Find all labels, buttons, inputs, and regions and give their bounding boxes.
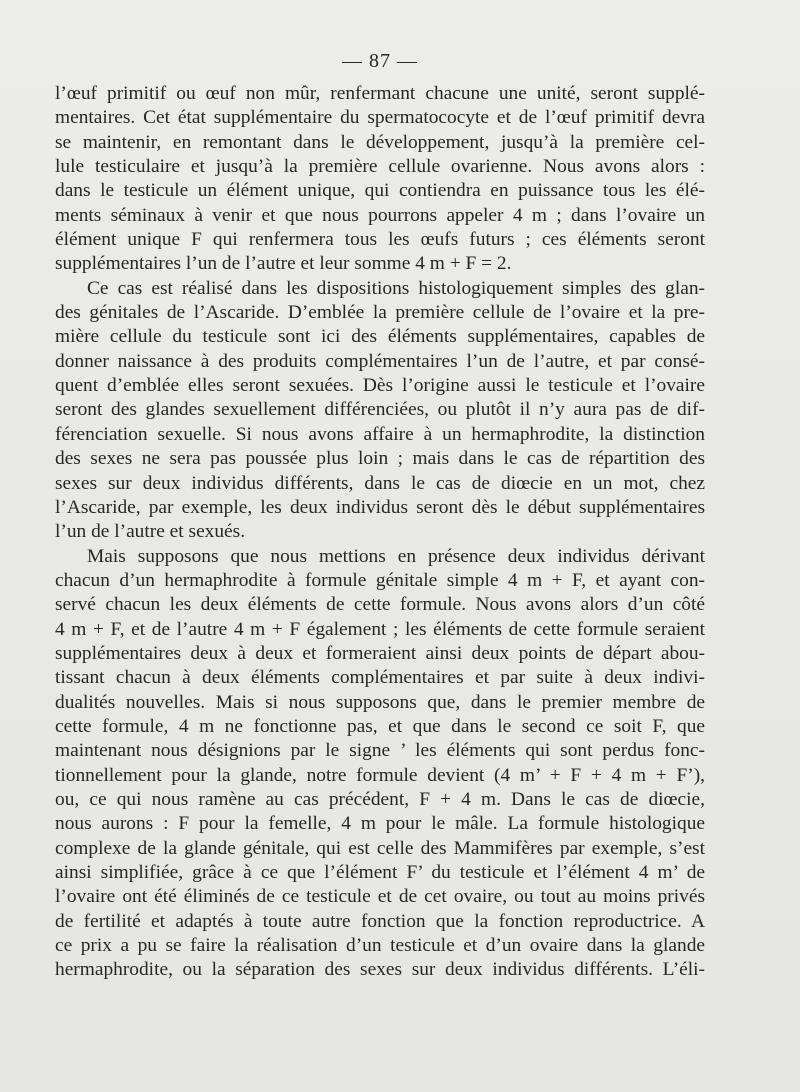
text-line: ou, ce qui nous ramène au cas précédent, F + 4 m. Dans le cas de diœcie, [55,788,705,810]
text-line: sexes sur deux individus différents, dans le cas de diœcie en un mot, chez [55,472,705,494]
text-line: tissant chacun à deux éléments complémentaires et par suite à deux indivi- [55,667,705,689]
body-text [55,82,705,983]
text-line: Ce cas est réalisé dans les dispositions histologiquement simples des glan- [87,277,705,299]
text-line: ce prix a pu se faire la réalisation d’un testicule et d’un ovaire dans la glande [55,935,705,957]
text-line: nous aurons : F pour la femelle, 4 m pour le mâle. La formule histologique [55,813,705,835]
text-line: servé chacun les deux éléments de cette formule. Nous avons alors d’un côté [55,594,705,616]
text-line: cette formule, 4 m ne fonctionne pas, et que dans le second ce soit F, que [55,715,705,737]
text-line: tionnellement pour la glande, notre formule devient (4 m’ + F + 4 m + F’), [55,764,705,786]
text-line: des sexes ne sera pas poussée plus loin ; mais dans le cas de répartition des [55,448,705,470]
text-line: ainsi simplifiée, grâce à ce que l’élément F’ du testicule et l’élément 4 m’ de [55,862,705,883]
page-number: — 87 — [342,50,418,72]
text-line: mentaires. Cet état supplémentaire du spermatococyte et de l’œuf primitif devra [55,107,705,129]
text-line: l’un de l’autre et sexués. [55,521,246,543]
text-line: 4 m + F, et de l’autre 4 m + F également ; les éléments de cette formule seraient [55,618,705,640]
text-line: mière cellule du testicule sont ici des éléments supplémentaires, capables de [55,326,705,348]
text-line: l’Ascaride, par exemple, les deux individus seront dès le début supplémentaires [55,496,705,518]
text-line: l’œuf primitif ou œuf non mûr, renfermant chacune une unité, seront supplé- [55,83,705,104]
text-line: élément unique F qui renfermera tous les œufs futurs ; ces éléments seront [55,229,705,251]
text-line: hermaphrodite, ou la séparation des sexes sur deux individus différents. L’éli- [55,959,705,981]
text-line: de fertilité et adaptés à toute autre fonction que la fonction reproductrice. A [55,910,705,932]
text-line: complexe de la glande génitale, qui est celle des Mammifères par exemple, s’est [55,837,705,859]
text-line: dans le testicule un élément unique, qui contiendra en puissance tous les élé- [55,180,705,202]
text-line: maintenant nous désignions par le signe ’ les éléments qui sont perdus fonc- [55,740,705,762]
text-line: quent d’emblée elles seront sexuées. Dès l’origine aussi le testicule et l’ovaire [55,375,705,397]
text-line: donner naissance à des produits complémentaires l’un de l’autre, et par consé- [55,350,705,372]
text-line: se maintenir, en remontant dans le développement, jusqu’à la première cel- [55,131,705,153]
text-line: lule testiculaire et jusqu’à la première cellule ovarienne. Nous avons alors : [55,156,705,178]
text-line: Mais supposons que nous mettions en présence deux individus dérivant [87,545,705,567]
text-line: férenciation sexuelle. Si nous avons affaire à un hermaphrodite, la distinction [55,423,705,445]
text-line: dualités nouvelles. Mais si nous supposons que, dans le premier membre de [55,691,705,713]
text-line: seront des glandes sexuellement différenciées, ou plutôt il n’y aura pas de dif- [55,399,705,421]
text-line: supplémentaires deux à deux et formeraient ainsi deux points de départ abou- [55,642,705,664]
text-line: ments séminaux à venir et que nous pourrons appeler 4 m ; dans l’ovaire un [55,204,705,226]
text-line: des génitales de l’Ascaride. D’emblée la première cellule de l’ovaire et la pre- [55,302,705,324]
text-line: supplémentaires l’un de l’autre et leur somme 4 m + F = 2. [55,253,512,275]
text-line: l’ovaire ont été éliminés de ce testicule et de cet ovaire, ou tout au moins privés [55,886,705,908]
text-line: chacun d’un hermaphrodite à formule génitale simple 4 m + F, et ayant con- [55,569,705,591]
